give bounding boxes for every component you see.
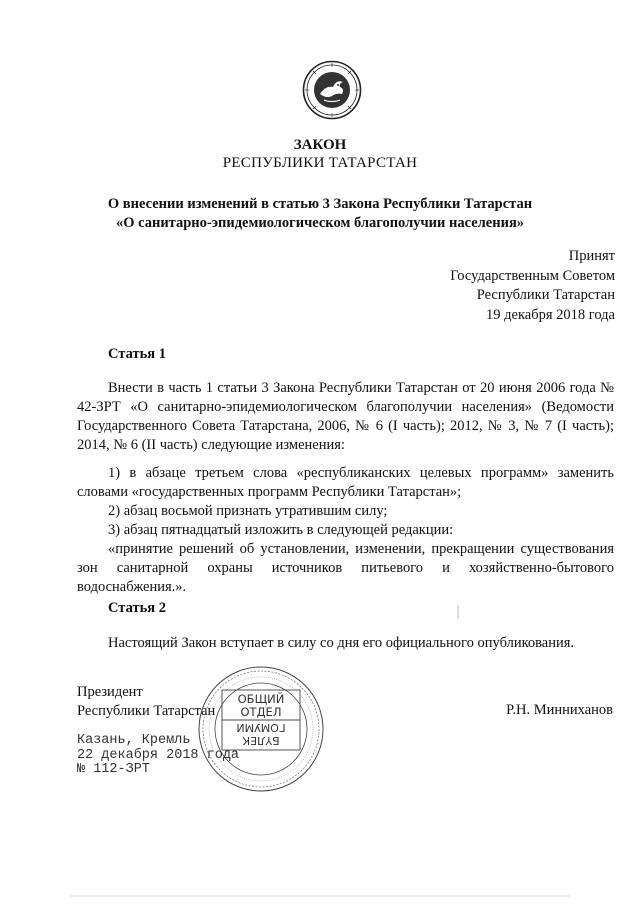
- subject-line-2: «О санитарно-эпидемиологическом благополучии населения»: [115, 215, 525, 231]
- stamp-line-3: БҮЛЕК: [242, 734, 280, 747]
- article-1-items: [77, 464, 614, 597]
- signatory-title: [77, 683, 215, 721]
- law-heading: ЗАКОН: [293, 137, 347, 153]
- article-2-text: Настоящий Закон вступает в силу со дня его официального опубликования.: [108, 635, 575, 651]
- adoption-line-2: Государственным Советом: [450, 267, 615, 284]
- signatory-title-line-2: Республики Татарстан: [77, 703, 216, 719]
- law-subject: [0, 195, 640, 233]
- article-1-item-2: 2) абзац восьмой признать утратившим силу;: [108, 503, 388, 519]
- scan-mark: [456, 605, 460, 619]
- adoption-date: 19 декабря 2018 года: [486, 306, 615, 323]
- date-line: 22 декабря 2018 года: [77, 747, 240, 763]
- article-1-quote: «принятие решений об установлении, изменении, прекращении существования зон санитарной охраны источников питьевого и хозяйственно-бытового водоснабжения.».: [77, 541, 614, 595]
- scan-edge: [70, 894, 570, 898]
- article-1-intro: [77, 379, 614, 455]
- president-seal-icon: [196, 664, 326, 794]
- adoption-line-3: Республики Татарстан: [476, 287, 615, 303]
- adoption-line-1: Принят: [568, 248, 615, 264]
- article-1-intro-text: Внести в часть 1 статьи 3 Закона Республики Татарстан от 20 июня 2006 года № 42-ЗРТ «О санитарно-эпидемиологическом благополучии населения» (Ведомости Государственного Совета Татарстана, 2006, № 6 (I часть); 2012, № 3, № 7 (I часть); 2014, № 6 (II часть) следующие изменения:: [77, 380, 614, 453]
- stamp-line-4: ГОМУМИ: [236, 721, 286, 734]
- tatarstan-emblem-icon: [302, 60, 362, 120]
- article-2-body: [77, 634, 614, 653]
- signatory-title-line-1: Президент: [77, 684, 143, 700]
- number-line: № 112-ЗРТ: [77, 762, 150, 777]
- article-2-title: Статья 2: [108, 600, 166, 616]
- stamp-line-1: ОБЩИЙ: [237, 692, 285, 706]
- signatory-name: Р.Н. Минниханов: [506, 702, 613, 718]
- adoption-block: [450, 247, 615, 325]
- article-1-item-3: 3) абзац пятнадцатый изложить в следующей редакции:: [108, 522, 454, 538]
- article-1-title: Статья 1: [108, 346, 166, 362]
- republic-heading: РЕСПУБЛИКИ ТАТАРСТАН: [222, 155, 418, 171]
- stamp-line-2: ОТДЕЛ: [240, 705, 282, 719]
- subject-line-1: О внесении изменений в статью 3 Закона Республики Татарстан: [107, 196, 533, 212]
- article-1-item-1: 1) в абзаце третьем слова «республиканских целевых программ» заменить словами «государственных программ Республики Татарстан»;: [77, 465, 614, 500]
- place-line: Казань, Кремль: [77, 733, 191, 748]
